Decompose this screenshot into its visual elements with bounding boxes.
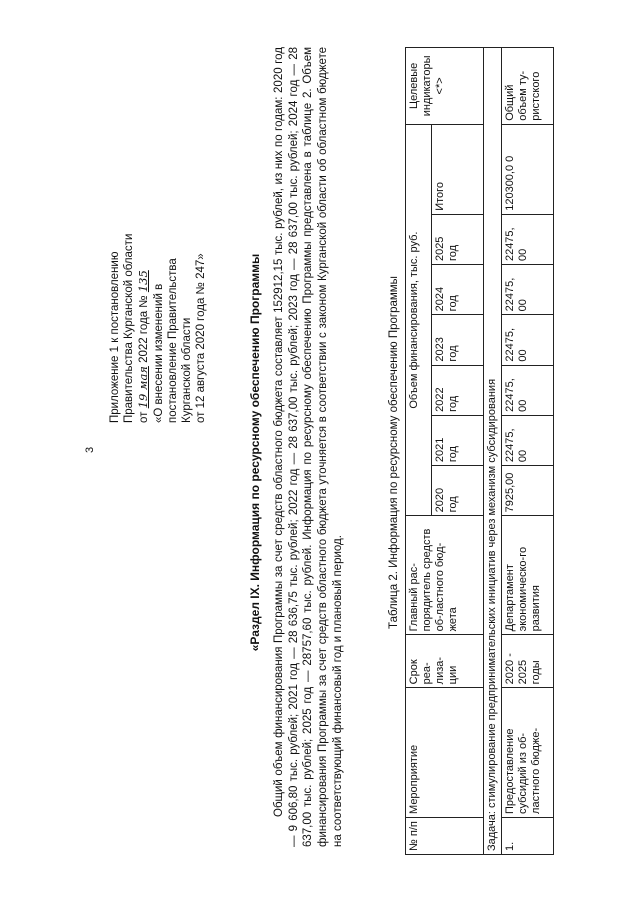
cell-indicator: Общий объем ту-ристского	[502, 48, 554, 125]
appendix-line: от 12 августа 2020 года № 247»	[195, 253, 208, 423]
header-funding: Объем финансирования, тыс. руб.	[406, 124, 432, 516]
appendix-from: от	[138, 411, 151, 423]
paragraph-text: Общий объем финансирования Программы за счет средств областного бюджета составляет 152912,15 тыс. рублей, из них по годам: 2020 год — 9 606,80 тыс. рублей; 2021 год — 28 636,75 тыс. рублей; 2022 год — 28 637,00 тыс. рублей; 2023 год — 28 637,00 тыс. рублей; 2024 год — 28 637,00 тыс. рублей; 2025 год — 28757,60 тыс. рублей. Информация по ресурсному обеспечению Программы представлена в таблице 2. Объем финансирования Программы за счет средств областного бюджета уточняется в соответствии с законом Курганской области об областном бюджете на соответствующий финансовый год и плановый период.	[273, 47, 344, 847]
cell-value: 22475, 00	[502, 214, 554, 264]
handwritten-number: 135	[136, 270, 151, 293]
header-total: Итого	[432, 124, 484, 214]
header-year: 2024 год	[432, 265, 484, 315]
resource-table	[405, 47, 554, 855]
table-caption: Таблица 2. Информация по ресурсному обеспечению Программы	[388, 276, 400, 629]
handwritten-date: 19 мая	[136, 366, 151, 409]
header-event: Мероприятие	[406, 688, 484, 818]
appendix-line: «О внесении изменений в	[152, 283, 165, 423]
cell-total: 120300,0 0	[502, 124, 554, 214]
header-manager: Главный рас-порядитель средств об-ластного бюд-жета	[406, 516, 484, 635]
section-title: «Раздел IX. Информация по ресурсному обеспечению Программы	[248, 253, 262, 652]
cell-value: 22475, 00	[502, 315, 554, 365]
appendix-line: Приложение 1 к постановлению	[109, 251, 121, 423]
header-year: 2020 год	[432, 466, 484, 516]
appendix-line: Правительства Курганской области	[123, 233, 136, 423]
cell-value: 22475, 00	[502, 265, 554, 315]
header-num: № п/п	[406, 817, 484, 854]
cell-value: 22475, 00	[502, 365, 554, 415]
header-year: 2023 год	[432, 315, 484, 365]
cell-value: 7925,00	[502, 466, 554, 516]
appendix-note	[108, 93, 208, 423]
cell-manager: Департамент экономическо-го развития	[502, 516, 554, 635]
cell-event: Предоставление субсидий из об-ластного бюдже-	[502, 688, 554, 818]
cell-num: 1.	[502, 817, 554, 854]
table-row	[502, 48, 554, 855]
header-year: 2021 год	[432, 415, 484, 465]
header-indicators: Целевые индикаторы <*>	[406, 48, 484, 125]
appendix-date-line	[136, 93, 151, 423]
appendix-year: 2022 года №	[138, 295, 151, 363]
header-year: 2025 год	[432, 214, 484, 264]
page-number: 3	[84, 446, 96, 453]
cell-term: 2020 - 2025 годы	[502, 635, 554, 688]
header-term: Срок реа-лиза-ции	[406, 635, 484, 688]
appendix-line: постановление Правительства	[166, 258, 179, 423]
appendix-line: Курганской области	[181, 317, 194, 423]
body-paragraph	[272, 47, 346, 847]
header-year: 2022 год	[432, 365, 484, 415]
cell-value: 22475, 00	[502, 415, 554, 465]
task-row: Задача: стимулирование предпринимательских инициатив через механизм субсидирования	[484, 48, 502, 855]
